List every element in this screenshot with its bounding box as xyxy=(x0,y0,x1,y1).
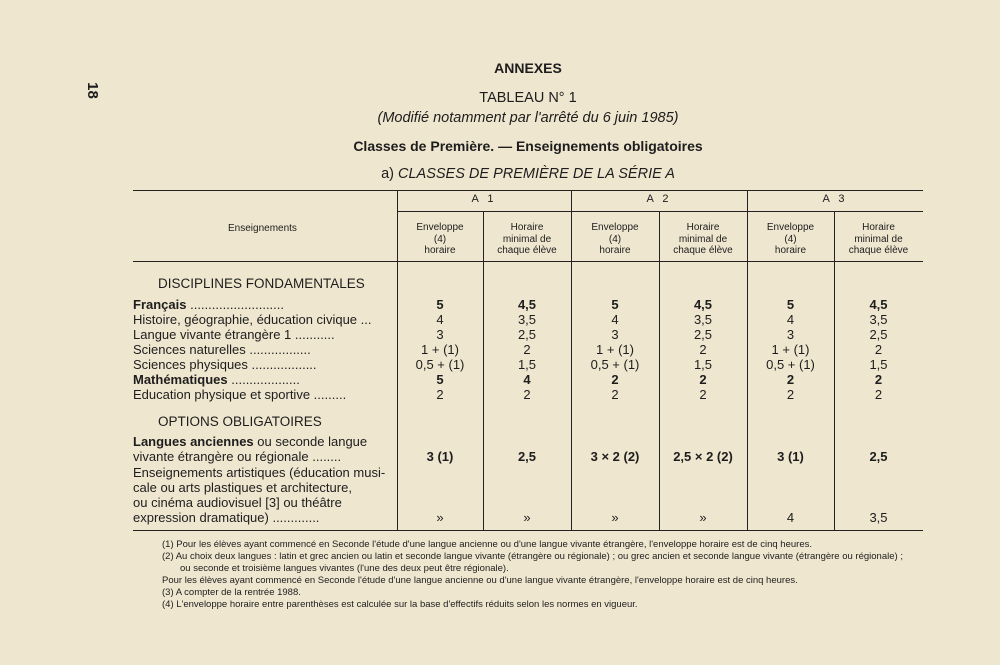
table-cell: 3 (1) xyxy=(426,449,454,464)
table-cell: 2,5 xyxy=(517,449,537,464)
table-cell: 2 xyxy=(699,372,707,387)
langues-anciennes-bold: Langues anciennes xyxy=(133,434,254,449)
row-label xyxy=(133,357,317,372)
subheader-enveloppe xyxy=(571,222,659,257)
table-cell: 3 xyxy=(786,327,795,342)
table-cell: 4 xyxy=(436,312,444,327)
table-cell: 3 xyxy=(436,327,444,342)
subheader-line: horaire xyxy=(424,245,456,256)
table-cell: 2 xyxy=(786,387,795,402)
subheader-line: horaire xyxy=(774,245,807,256)
row-label-text: Français xyxy=(133,297,187,312)
footnote-2-note: Pour les élèves ayant commencé en Seconde l'étude d'une langue ancienne ou d'une langue vivante étrangère, l'enveloppe horaire est de cinq heures. xyxy=(162,575,798,586)
row-label-text: Sciences naturelles xyxy=(133,342,246,357)
subheader-line: Horaire xyxy=(862,222,895,233)
table-cell: 4,5 xyxy=(517,297,537,312)
subheader-line: chaque élève xyxy=(673,245,733,256)
footnote-3: (3) A compter de la rentrée 1988. xyxy=(162,587,301,598)
table-cell: 3 (1) xyxy=(777,449,804,464)
table-cell: » xyxy=(436,510,444,525)
table-cell: 5 xyxy=(436,297,444,312)
table-cell: 4 xyxy=(611,312,619,327)
table-cell: 3,5 xyxy=(869,510,888,525)
table-cell: 4,5 xyxy=(869,297,888,312)
table-bottom-rule xyxy=(133,530,923,531)
subheader-line: Horaire xyxy=(510,222,544,233)
langues-label-line1 xyxy=(133,434,367,449)
table-cell: 5 xyxy=(611,297,619,312)
subheader-line: horaire xyxy=(599,245,631,256)
artistiques-label-line: expression dramatique) ............. xyxy=(133,510,320,525)
subheader-line: minimal de xyxy=(678,233,728,245)
section-options-obligatoires: OPTIONS OBLIGATOIRES xyxy=(158,414,322,429)
subheader-horaire xyxy=(483,222,571,257)
subheader-line: Enveloppe xyxy=(591,222,639,233)
table-cell: 2 xyxy=(611,372,619,387)
artistiques-label-line: Enseignements artistiques (éducation musi- xyxy=(133,465,386,480)
subheader-line: (4) xyxy=(608,233,622,245)
row-label-dots: .................. xyxy=(247,357,317,372)
row-label xyxy=(133,342,311,357)
table-cell: » xyxy=(611,510,619,525)
subheader-line: chaque élève xyxy=(497,245,557,256)
table-cell: 1 + (1) xyxy=(421,342,459,357)
page-number: 18 xyxy=(83,82,101,99)
subheader-horaire xyxy=(659,222,747,257)
langues-label-line2: vivante étrangère ou régionale ........ xyxy=(133,449,342,464)
serie-prefix: a) xyxy=(381,166,394,182)
table-cell: 0,5 + (1) xyxy=(590,357,640,372)
table-cell: 2 xyxy=(699,387,707,402)
table-cell: 2 xyxy=(699,342,707,357)
row-label xyxy=(133,387,346,402)
table-cell: 5 xyxy=(786,297,795,312)
row-label xyxy=(133,297,284,312)
table-cell: 4 xyxy=(786,510,795,525)
group-header-a2: A 2 xyxy=(646,193,672,205)
table-cell: 2 xyxy=(436,387,444,402)
table-cell: » xyxy=(523,510,531,525)
row-label-text: Mathématiques xyxy=(133,372,228,387)
table-cell: 4 xyxy=(786,312,795,327)
subheader-enveloppe xyxy=(747,222,834,257)
table-cell: 2,5 xyxy=(517,327,537,342)
subheader-line: Horaire xyxy=(686,222,720,233)
row-label xyxy=(133,372,300,387)
row-label xyxy=(133,327,335,342)
table-cell: 2 xyxy=(874,342,883,357)
table-cell: 3,5 xyxy=(693,312,713,327)
table-cell: 5 xyxy=(436,372,444,387)
table-cell: 1 + (1) xyxy=(771,342,810,357)
enseignements-header: Enseignements xyxy=(228,223,297,234)
subheader-line: minimal de xyxy=(502,233,552,245)
table-cell: 1,5 xyxy=(517,357,537,372)
table-cell: 2,5 xyxy=(693,327,713,342)
subheader-line: Enveloppe xyxy=(416,222,464,233)
table-cell: 1,5 xyxy=(693,357,713,372)
subheader-horaire xyxy=(834,222,923,257)
table-cell: 2 xyxy=(786,372,795,387)
classes-heading: Classes de Première. — Enseignements obligatoires xyxy=(353,138,703,154)
table-top-rule xyxy=(133,190,923,191)
group-header-a1: A 1 xyxy=(471,193,497,205)
header-bottom-rule xyxy=(133,261,923,262)
table-cell: 2 xyxy=(523,387,531,402)
footnote-2-continued: ou seconde et troisième langues vivantes (l'une des deux peut être régionale). xyxy=(180,563,509,574)
subheader-line: (4) xyxy=(784,233,797,245)
table-cell: 0,5 + (1) xyxy=(766,357,815,372)
langues-label-rest: ou seconde langue xyxy=(253,434,368,449)
group-header-a3: A 3 xyxy=(822,193,848,205)
table-cell: 4,5 xyxy=(693,297,713,312)
row-label-text: Histoire, géographie, éducation civique xyxy=(133,312,358,327)
modification-note: (Modifié notamment par l'arrêté du 6 juin 1985) xyxy=(377,110,679,126)
footnote-2: (2) Au choix deux langues : latin et grec ancien ou latin et seconde langue vivante (étrangère ou régionale) ; ou grec ancien et seconde langue vivante (étrangère ou régionale) ; xyxy=(162,551,903,562)
subheader-line: chaque élève xyxy=(848,245,909,256)
table-cell: 2,5 × 2 (2) xyxy=(673,449,733,464)
subheader-line: Enveloppe xyxy=(766,222,815,233)
subheader-line: (4) xyxy=(433,233,447,245)
table-cell: 2 xyxy=(874,372,883,387)
table-cell: 2 xyxy=(523,342,531,357)
serie-title: CLASSES DE PREMIÈRE DE LA SÉRIE A xyxy=(398,166,675,182)
row-label-text: Sciences physiques xyxy=(133,357,248,372)
row-label xyxy=(133,312,371,327)
table-cell: 1,5 xyxy=(869,357,888,372)
table-cell: 2 xyxy=(611,387,619,402)
tableau-title: TABLEAU N° 1 xyxy=(479,90,577,106)
artistiques-label-line: ou cinéma audiovisuel [3] ou théâtre xyxy=(133,495,342,510)
serie-heading xyxy=(28,166,1000,182)
table-cell: 3,5 xyxy=(869,312,888,327)
table-cell: 4 xyxy=(523,372,531,387)
artistiques-label-line: cale ou arts plastiques et architecture, xyxy=(133,480,352,495)
subheader-enveloppe xyxy=(397,222,483,257)
table-cell: 1 + (1) xyxy=(596,342,634,357)
annexes-heading: ANNEXES xyxy=(494,60,562,76)
row-label-text: Education physique et sportive xyxy=(133,387,311,402)
table-cell: 3,5 xyxy=(517,312,537,327)
table-cell: 2 xyxy=(874,387,883,402)
table-cell: » xyxy=(699,510,707,525)
row-label-dots: ................. xyxy=(245,342,311,357)
footnote-4: (4) L'enveloppe horaire entre parenthèses est calculée sur la base d'effectifs réduits selon les normes en vigueur. xyxy=(162,599,638,610)
table-cell: 3 × 2 (2) xyxy=(590,449,640,464)
table-cell: 2,5 xyxy=(869,327,888,342)
table-cell: 3 xyxy=(611,327,619,342)
row-label-dots: ................... xyxy=(227,372,300,387)
table-cell: 0,5 + (1) xyxy=(415,357,465,372)
row-label-dots: ... xyxy=(357,312,372,327)
row-label-dots: ........... xyxy=(291,327,335,342)
row-label-text: Langue vivante étrangère 1 xyxy=(133,327,292,342)
subheader-line: minimal de xyxy=(854,233,903,245)
row-label-dots: ......... xyxy=(310,387,347,402)
section-disciplines-fondamentales: DISCIPLINES FONDAMENTALES xyxy=(158,276,365,291)
footnote-1: (1) Pour les élèves ayant commencé en Seconde l'étude d'une langue ancienne ou d'une langue vivante étrangère, l'enveloppe horaire est de cinq heures. xyxy=(162,539,812,550)
row-label-dots: .......................... xyxy=(186,297,285,312)
group-rule xyxy=(397,211,923,212)
table-cell: 2,5 xyxy=(869,449,888,464)
